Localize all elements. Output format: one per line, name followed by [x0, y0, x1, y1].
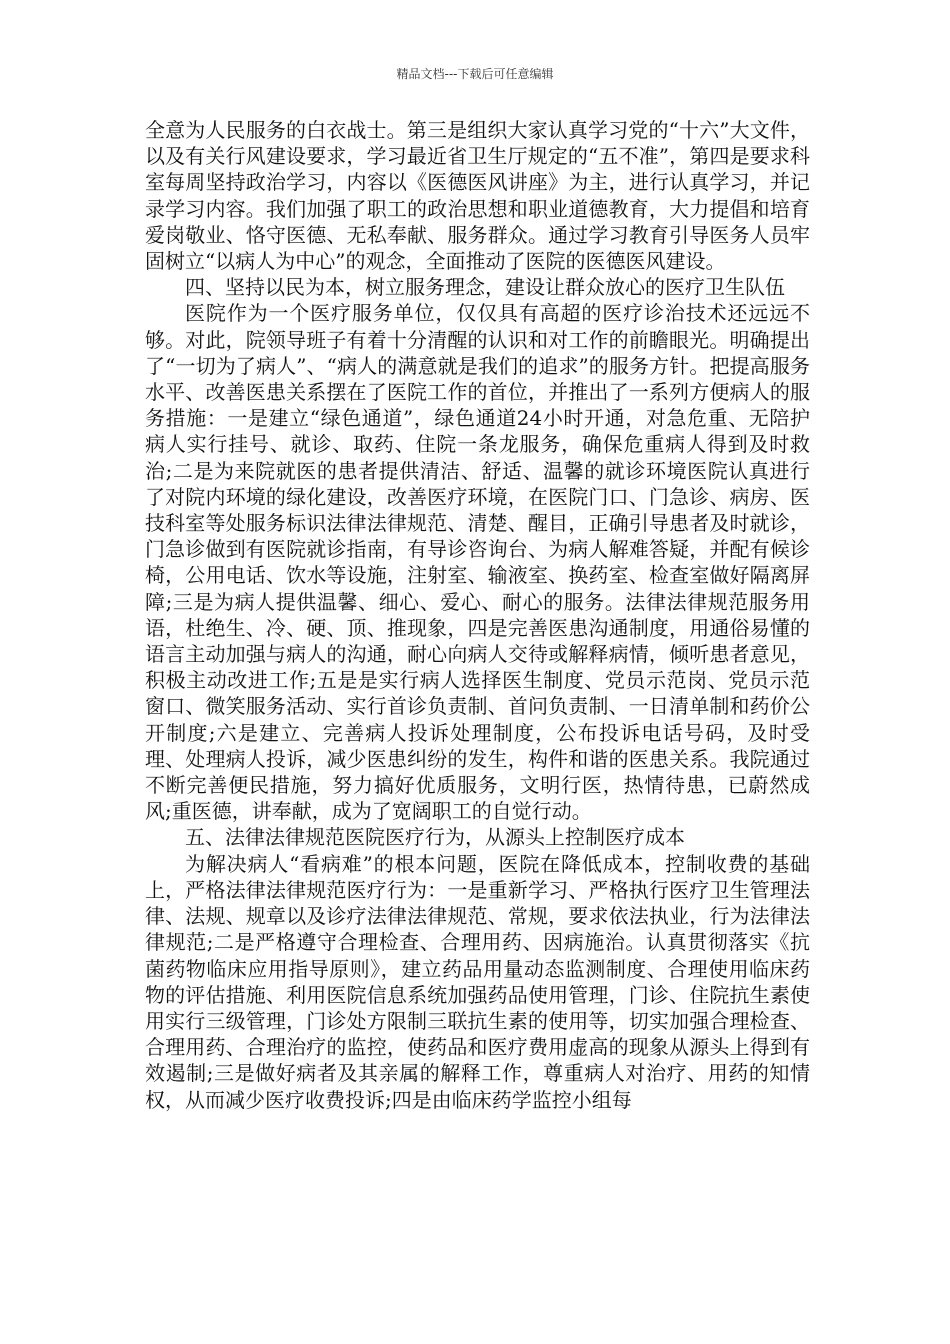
document-body	[145, 117, 810, 1113]
page-header: 精品文档---下载后可任意编辑	[396, 67, 554, 81]
section-heading-five: 五、法律法律规范医院医疗行为，从源头上控制医疗成本	[185, 825, 685, 850]
paragraph-service: 医院作为一个医疗服务单位，仅仅具有高超的医疗诊治技术还远远不够。对此，院领导班子有着十分清醒的认识和对工作的前瞻眼光。明确提出了“一切为了病人”、“病人的满意就是我们的追求”的服务方针。把提高服务水平、改善医患关系摆在了医院工作的首位，并推出了一系列方便病人的服务措施：一是建立“绿色通道”，绿色通道24小时开通，对急危重、无陪护病人实行挂号、就诊、取药、住院一条龙服务，确保危重病人得到及时救治;二是为来院就医的患者提供清洁、舒适、温馨的就诊环境医院认真进行了对院内环境的绿化建设，改善医疗环境，在医院门口、门急诊、病房、医技科室等处服务标识法律法律规范、清楚、醒目，正确引导患者及时就诊，门急诊做到有医院就诊指南，有导诊咨询台、为病人解难答疑，并配有候诊椅，公用电话、饮水等设施，注射室、输液室、换药室、检查室做好隔离屏障;三是为病人提供温馨、细心、爱心、耐心的服务。法律法律规范服务用语，杜绝生、冷、硬、顶、推现象，四是完善医患沟通制度，用通俗易懂的语言主动加强与病人的沟通，耐心向病人交待或解释病情，倾听患者意见，积极主动改进工作;五是是实行病人选择医生制度、党员示范岗、党员示范窗口、微笑服务活动、实行首诊负责制、首问负责制、一日清单制和药价公开制度;六是建立、完善病人投诉处理制度，公布投诉电话号码，及时受理、处理病人投诉，减少医患纠纷的发生，构件和谐的医患关系。我院通过不断完善便民措施，努力搞好优质服务，文明行医，热情待患，已蔚然成风;重医德，讲奉献，成为了宽阔职工的自觉行动。	[145, 301, 810, 824]
paragraph-continuation: 全意为人民服务的白衣战士。第三是组织大家认真学习党的“十六”大文件，以及有关行风建设要求，学习最近省卫生厅规定的“五不准”，第四是要求科室每周坚持政治学习，内容以《医德医风讲座》为主，进行认真学习，并记录学习内容。我们加强了职工的政治思想和职业道德教育，大力提倡和培育爱岗敬业、恪守医德、无私奉献、服务群众。通过学习教育引导医务人员牢固树立“以病人为中心”的观念，全面推动了医院的医德医风建设。	[145, 118, 810, 274]
paragraph-cost-control: 为解决病人“看病难”的根本问题，医院在降低成本，控制收费的基础上，严格法律法律规范医疗行为：一是重新学习、严格执行医疗卫生管理法律、法规、规章以及诊疗法律法律规范、常规，要求依法执业，行为法律法律规范;二是严格遵守合理检查、合理用药、因病施治。认真贯彻落实《抗菌药物临床应用指导原则》，建立药品用量动态监测制度、合理使用临床药物的评估措施、利用医院信息系统加强药品使用管理，门诊、住院抗生素使用实行三级管理，门诊处方限制三联抗生素的使用等，切实加强合理检查、合理用药、合理治疗的监控，使药品和医疗费用虚高的现象从源头上得到有效遏制;三是做好病者及其亲属的解释工作，尊重病人对治疗、用药的知情权，从而减少医疗收费投诉;四是由临床药学监控小组每	[145, 851, 810, 1112]
section-heading-four: 四、坚持以民为本，树立服务理念，建设让群众放心的医疗卫生队伍	[185, 275, 785, 300]
